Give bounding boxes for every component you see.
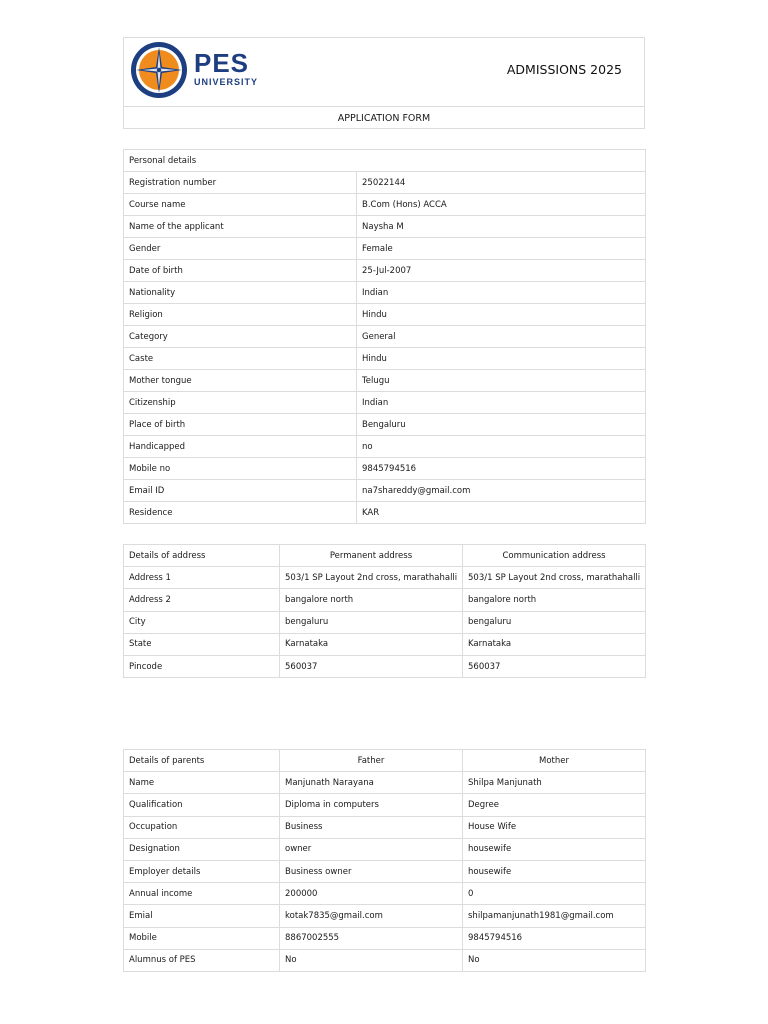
communication-address-value: Karnataka [463, 633, 646, 655]
father-value: kotak7835@gmail.com [280, 905, 463, 927]
table-row [124, 480, 646, 502]
communication-address-value: 560037 [463, 655, 646, 677]
table-row [124, 260, 646, 282]
permanent-address-value: 560037 [280, 655, 463, 677]
mother-value: shilpamanjunath1981@gmail.com [463, 905, 646, 927]
mother-value: Degree [463, 794, 646, 816]
table-row [124, 392, 646, 414]
parent-field-label: Annual income [124, 883, 280, 905]
field-label: Caste [124, 348, 357, 370]
field-value: Female [357, 238, 646, 260]
table-row [124, 883, 646, 905]
form-header [123, 37, 645, 129]
parent-field-label: Employer details [124, 860, 280, 882]
parent-field-label: Designation [124, 838, 280, 860]
communication-address-value: bangalore north [463, 589, 646, 611]
field-value: Indian [357, 392, 646, 414]
permanent-address-value: bangalore north [280, 589, 463, 611]
field-value: Bengaluru [357, 414, 646, 436]
address-field-label: State [124, 633, 280, 655]
brand-name: PES [194, 48, 250, 78]
field-label: Citizenship [124, 392, 357, 414]
father-value: owner [280, 838, 463, 860]
table-row [124, 348, 646, 370]
table-header-row [124, 545, 646, 567]
field-label: Religion [124, 304, 357, 326]
field-label: Name of the applicant [124, 216, 357, 238]
address-field-label: Pincode [124, 655, 280, 677]
field-label: Mobile no [124, 458, 357, 480]
parent-field-label: Emial [124, 905, 280, 927]
table-row [124, 304, 646, 326]
communication-address-value: 503/1 SP Layout 2nd cross, marathahalli [463, 567, 646, 589]
personal-details-table [123, 149, 646, 524]
table-row [124, 414, 646, 436]
address-field-label: Address 2 [124, 589, 280, 611]
father-value: No [280, 949, 463, 971]
field-label: Course name [124, 194, 357, 216]
parent-field-label: Alumnus of PES [124, 949, 280, 971]
field-label: Email ID [124, 480, 357, 502]
mother-value: 9845794516 [463, 927, 646, 949]
field-value: Hindu [357, 304, 646, 326]
admissions-title: ADMISSIONS 2025 [506, 62, 622, 77]
table-row [124, 860, 646, 882]
table-row [124, 502, 646, 524]
permanent-address-value: 503/1 SP Layout 2nd cross, marathahalli [280, 567, 463, 589]
table-row [124, 927, 646, 949]
field-label: Mother tongue [124, 370, 357, 392]
address-section [123, 544, 645, 678]
parent-field-label: Name [124, 772, 280, 794]
parents-section [123, 749, 645, 972]
field-label: Place of birth [124, 414, 357, 436]
brand-subtitle: UNIVERSITY [194, 77, 259, 87]
address-header-label: Details of address [124, 545, 280, 567]
table-row [124, 655, 646, 677]
mother-value: 0 [463, 883, 646, 905]
address-header-communication: Communication address [463, 545, 646, 567]
father-value: 8867002555 [280, 927, 463, 949]
table-row [124, 326, 646, 348]
father-value: Business owner [280, 860, 463, 882]
field-value: Telugu [357, 370, 646, 392]
table-header-row [124, 750, 646, 772]
table-row [124, 150, 646, 172]
mother-value: Shilpa Manjunath [463, 772, 646, 794]
communication-address-value: bengaluru [463, 611, 646, 633]
personal-details-section [123, 149, 645, 524]
table-row [124, 216, 646, 238]
permanent-address-value: bengaluru [280, 611, 463, 633]
table-row [124, 816, 646, 838]
father-value: 200000 [280, 883, 463, 905]
permanent-address-value: Karnataka [280, 633, 463, 655]
parents-header-mother: Mother [463, 750, 646, 772]
table-row [124, 458, 646, 480]
address-field-label: City [124, 611, 280, 633]
parents-table [123, 749, 646, 972]
form-title: APPLICATION FORM [337, 113, 431, 124]
table-row [124, 633, 646, 655]
table-row [124, 282, 646, 304]
field-value: General [357, 326, 646, 348]
table-row [124, 794, 646, 816]
mother-value: House Wife [463, 816, 646, 838]
table-row [124, 238, 646, 260]
pes-compass-logo-icon [130, 41, 188, 99]
table-row [124, 611, 646, 633]
field-value: Hindu [357, 348, 646, 370]
field-label: Handicapped [124, 436, 357, 458]
field-value: Naysha M [357, 216, 646, 238]
parent-field-label: Qualification [124, 794, 280, 816]
field-value: no [357, 436, 646, 458]
table-row [124, 838, 646, 860]
header-top [124, 38, 644, 107]
father-value: Business [280, 816, 463, 838]
brand [194, 50, 258, 87]
field-value: 25-Jul-2007 [357, 260, 646, 282]
field-value: Indian [357, 282, 646, 304]
father-value: Diploma in computers [280, 794, 463, 816]
field-label: Gender [124, 238, 357, 260]
field-value: 25022144 [357, 172, 646, 194]
personal-heading: Personal details [124, 150, 646, 172]
mother-value: No [463, 949, 646, 971]
table-row [124, 905, 646, 927]
table-row [124, 436, 646, 458]
parent-field-label: Mobile [124, 927, 280, 949]
field-label: Category [124, 326, 357, 348]
address-header-permanent: Permanent address [280, 545, 463, 567]
mother-value: housewife [463, 860, 646, 882]
table-row [124, 194, 646, 216]
field-label: Date of birth [124, 260, 357, 282]
address-table [123, 544, 646, 678]
table-row [124, 589, 646, 611]
mother-value: housewife [463, 838, 646, 860]
parent-field-label: Occupation [124, 816, 280, 838]
table-row [124, 567, 646, 589]
parents-header-label: Details of parents [124, 750, 280, 772]
field-label: Nationality [124, 282, 357, 304]
field-value: na7shareddy@gmail.com [357, 480, 646, 502]
field-label: Registration number [124, 172, 357, 194]
field-value: KAR [357, 502, 646, 524]
parents-header-father: Father [280, 750, 463, 772]
table-row [124, 172, 646, 194]
address-field-label: Address 1 [124, 567, 280, 589]
field-value: 9845794516 [357, 458, 646, 480]
father-value: Manjunath Narayana [280, 772, 463, 794]
table-row [124, 949, 646, 971]
field-label: Residence [124, 502, 357, 524]
field-value: B.Com (Hons) ACCA [357, 194, 646, 216]
table-row [124, 370, 646, 392]
table-row [124, 772, 646, 794]
